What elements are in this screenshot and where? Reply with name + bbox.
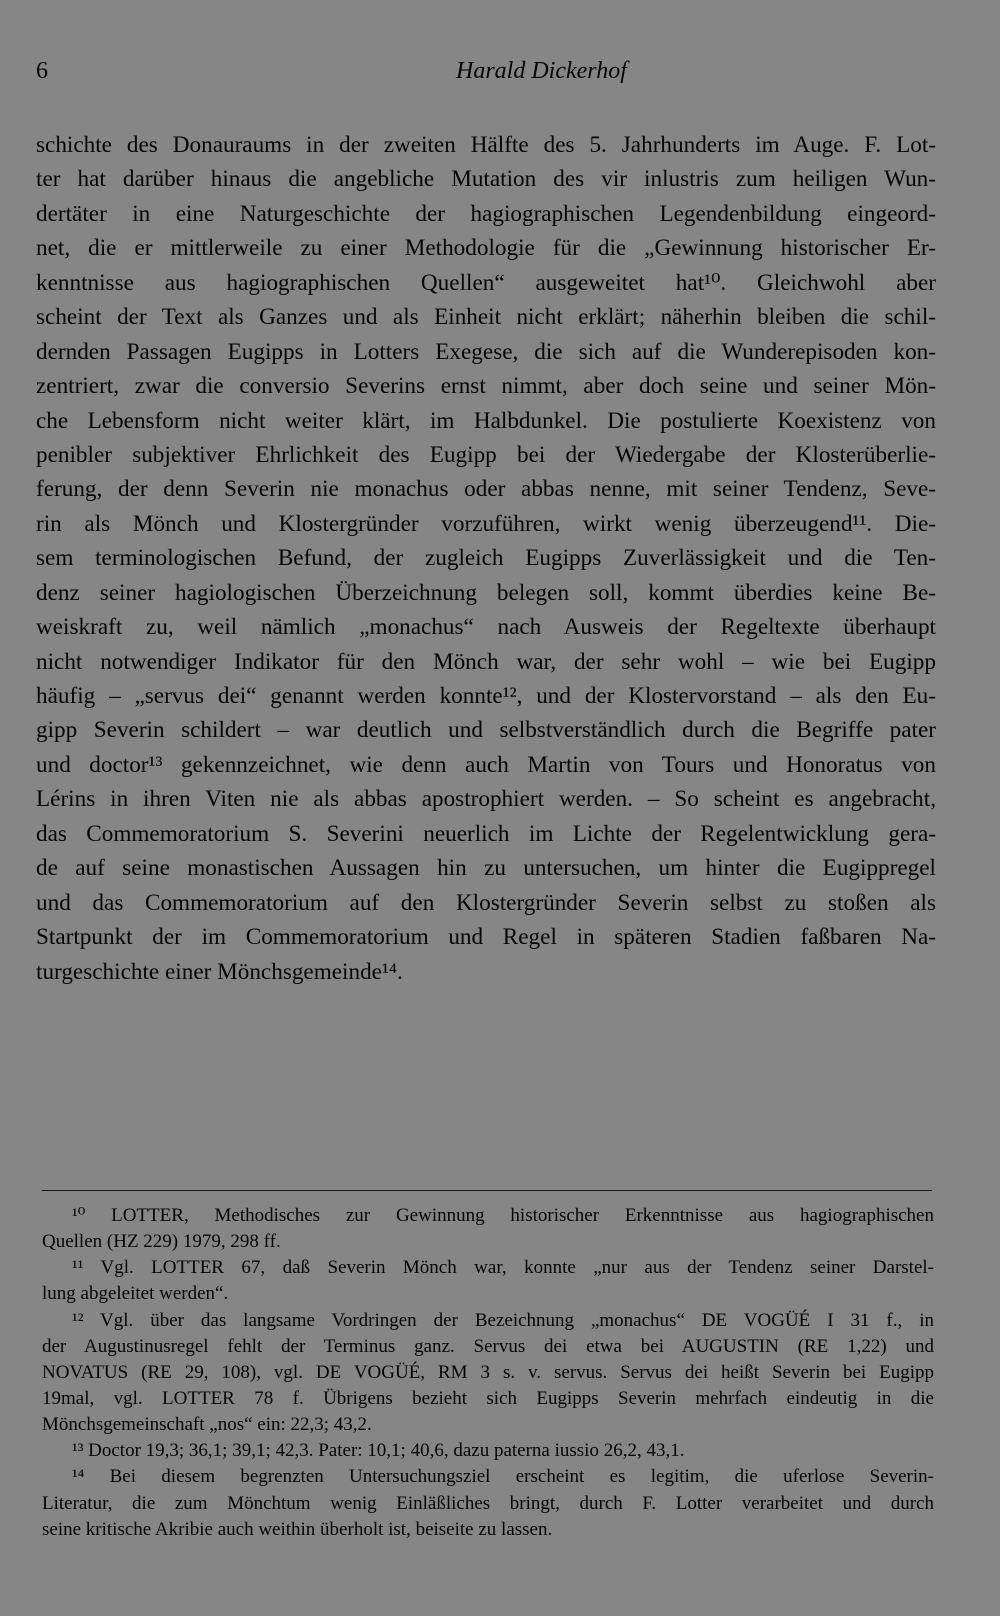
- body-line: turgeschichte einer Mönchsgemeinde¹⁴.: [36, 958, 403, 985]
- page-number: 6: [36, 58, 48, 84]
- footnote-divider: [42, 1190, 932, 1191]
- body-line: schichte des Donauraums in der zweiten Hälfte des 5. Jahrhunderts im Auge. F. Lot-: [36, 132, 936, 158]
- footnote-line: seine kritische Akribie auch weithin überholt ist, beiseite zu lassen.: [42, 1518, 553, 1540]
- body-line: che Lebensform nicht weiter klärt, im Halbdunkel. Die postulierte Koexistenz von: [36, 407, 936, 434]
- body-line: das Commemoratorium S. Severini neuerlich im Lichte der Regelentwicklung gera-: [36, 820, 936, 847]
- body-line: denz seiner hagiologischen Überzeichnung belegen soll, kommt überdies keine Be-: [36, 579, 936, 606]
- footnote-line: der Augustinusregel fehlt der Terminus ganz. Servus dei etwa bei AUGUSTIN (RE 1,22) und: [42, 1335, 934, 1357]
- footnote-line: Mönchsgemeinschaft „nos“ ein: 22,3; 43,2.: [42, 1414, 372, 1436]
- footnote-line: NOVATUS (RE 29, 108), vgl. DE VOGÜÉ, RM 3 s. v. servus. Servus dei heißt Severin bei Eugipp: [42, 1361, 934, 1383]
- body-line: und doctor¹³ gekennzeichnet, wie denn auch Martin von Tours und Honoratus von: [36, 751, 936, 778]
- footnote-line: ¹³ Doctor 19,3; 36,1; 39,1; 42,3. Pater: 10,1; 40,6, dazu paterna iussio 26,2, 43,1.: [72, 1440, 685, 1462]
- footnote-line: ¹² Vgl. über das langsame Vordringen der Bezeichnung „monachus“ DE VOGÜÉ I 31 f., in: [72, 1309, 934, 1331]
- footnote-line: ¹⁰ LOTTER, Methodisches zur Gewinnung historischer Erkenntnisse aus hagiographischen: [72, 1205, 934, 1226]
- footnote-line: Literatur, die zum Mönchtum wenig Einläßliches bringt, durch F. Lotter verarbeitet und durch: [42, 1492, 934, 1514]
- body-line: rin als Mönch und Klostergründer vorzuführen, wirkt wenig überzeugend¹¹. Die-: [36, 510, 936, 537]
- page-header: [36, 58, 964, 92]
- body-line: ferung, der denn Severin nie monachus oder abbas nenne, mit seiner Tendenz, Seve-: [36, 476, 936, 503]
- body-line: penibler subjektiver Ehrlichkeit des Eugipp bei der Wiedergabe der Klosterüberlie-: [36, 441, 936, 468]
- footnote-line: Quellen (HZ 229) 1979, 298 ff.: [42, 1231, 281, 1253]
- footnote-line: ¹¹ Vgl. LOTTER 67, daß Severin Mönch war, konnte „nur aus der Tendenz seiner Darstel-: [72, 1257, 934, 1279]
- footnote-line: lung abgeleitet werden“.: [42, 1283, 229, 1305]
- body-line: scheint der Text als Ganzes und als Einheit nicht erklärt; näherhin bleiben die schil-: [36, 304, 936, 331]
- body-paragraph: [36, 128, 936, 989]
- body-line: nicht notwendiger Indikator für den Mönch war, der sehr wohl – wie bei Eugipp: [36, 648, 936, 675]
- body-line: Lérins in ihren Viten nie als abbas apostrophiert werden. – So scheint es angebracht,: [36, 786, 936, 813]
- body-line: zentriert, zwar die conversio Severins ernst nimmt, aber doch seine und seiner Mön-: [36, 373, 936, 400]
- body-line: sem terminologischen Befund, der zugleich Eugipps Zuverlässigkeit und die Ten-: [36, 545, 936, 572]
- body-line: gipp Severin schildert – war deutlich und selbstverständlich durch die Begriffe pater: [36, 717, 936, 744]
- body-line: und das Commemoratorium auf den Klostergründer Severin selbst zu stoßen als: [36, 889, 936, 916]
- footnotes: [42, 1203, 934, 1543]
- body-line: ter hat darüber hinaus die angebliche Mutation des vir inlustris zum heiligen Wun-: [36, 166, 936, 193]
- body-line: de auf seine monastischen Aussagen hin zu untersuchen, um hinter die Eugippregel: [36, 855, 936, 882]
- footnote-line: 19mal, vgl. LOTTER 78 f. Übrigens bezieht sich Eugipps Severin mehrfach eindeutig in die: [42, 1387, 934, 1409]
- body-line: weiskraft zu, weil nämlich „monachus“ nach Ausweis der Regeltexte überhaupt: [36, 614, 936, 641]
- body-line: dertäter in eine Naturgeschichte der hagiographischen Legendenbildung eingeord-: [36, 200, 936, 227]
- body-line: Startpunkt der im Commemoratorium und Regel in späteren Stadien faßbaren Na-: [36, 924, 936, 951]
- body-line: net, die er mittlerweile zu einer Methodologie für die „Gewinnung historischer Er-: [36, 235, 936, 262]
- running-head-author: Harald Dickerhof: [456, 58, 627, 84]
- body-line: kenntnisse aus hagiographischen Quellen“ ausgeweitet hat¹⁰. Gleichwohl aber: [36, 269, 936, 296]
- body-line: dernden Passagen Eugipps in Lotters Exegese, die sich auf die Wunderepisoden kon-: [36, 338, 936, 365]
- body-line: häufig – „servus dei“ genannt werden konnte¹², und der Klostervorstand – als den Eu-: [36, 683, 936, 709]
- footnote-line: ¹⁴ Bei diesem begrenzten Untersuchungsziel erscheint es legitim, die uferlose Severin-: [72, 1466, 934, 1488]
